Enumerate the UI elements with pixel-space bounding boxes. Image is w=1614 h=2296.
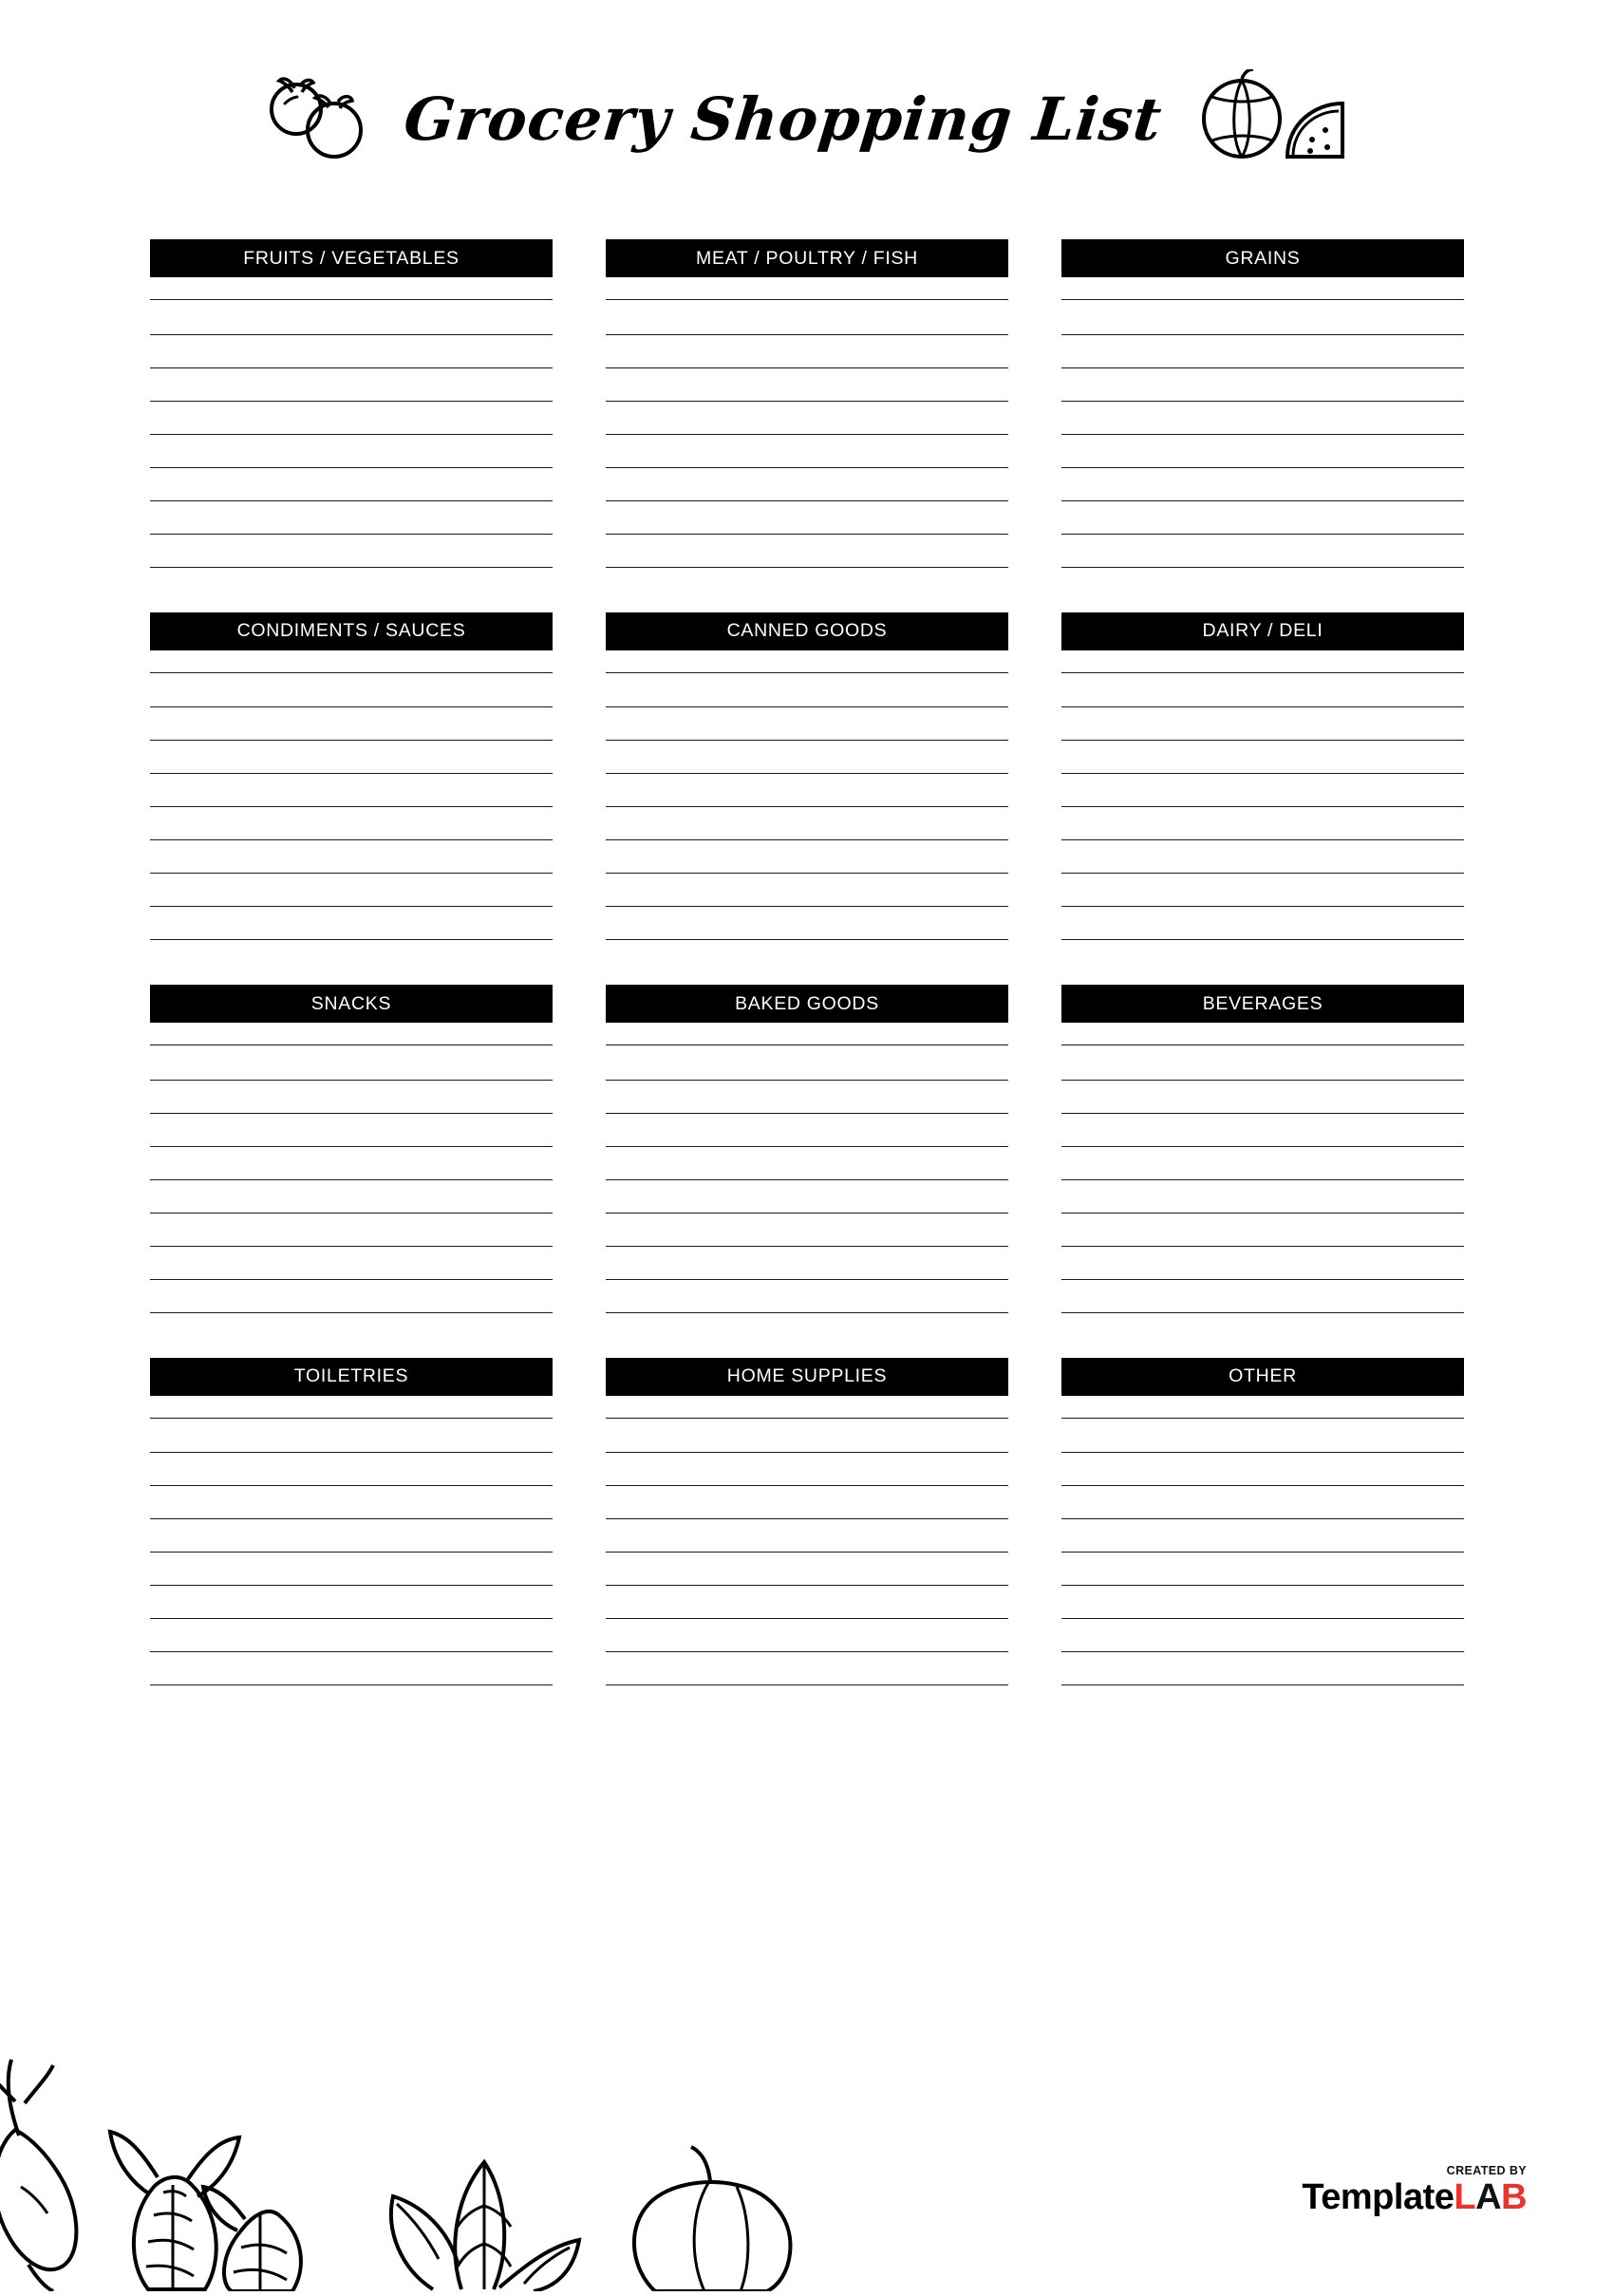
write-in-line[interactable] — [606, 335, 1008, 368]
write-in-line[interactable] — [606, 874, 1008, 907]
write-in-line[interactable] — [1061, 1180, 1464, 1214]
category-block — [1061, 1358, 1464, 1686]
write-in-line[interactable] — [1061, 335, 1464, 368]
category-header: FRUITS / VEGETABLES — [150, 239, 553, 277]
write-in-line[interactable] — [1061, 468, 1464, 501]
write-in-line[interactable] — [150, 299, 553, 335]
write-in-line[interactable] — [150, 707, 553, 741]
berries-icon — [256, 71, 380, 167]
brand-b-text: B — [1501, 2177, 1527, 2217]
write-in-line[interactable] — [606, 368, 1008, 402]
write-in-line[interactable] — [150, 335, 553, 368]
category-block — [606, 1358, 1008, 1686]
write-in-line[interactable] — [606, 1247, 1008, 1280]
category-block — [606, 612, 1008, 941]
write-in-line[interactable] — [150, 672, 553, 708]
category-block — [606, 985, 1008, 1313]
write-in-line[interactable] — [150, 1081, 553, 1114]
category-block — [606, 239, 1008, 568]
write-in-line[interactable] — [1061, 435, 1464, 468]
write-in-line[interactable] — [1061, 535, 1464, 568]
write-in-line[interactable] — [606, 1652, 1008, 1685]
write-in-line[interactable] — [1061, 1280, 1464, 1313]
write-in-line[interactable] — [150, 1147, 553, 1180]
write-in-line[interactable] — [150, 1180, 553, 1214]
write-in-line[interactable] — [1061, 874, 1464, 907]
category-header: DAIRY / DELI — [1061, 612, 1464, 650]
write-in-line[interactable] — [1061, 741, 1464, 774]
write-in-line[interactable] — [606, 672, 1008, 708]
write-in-lines[interactable] — [150, 1044, 553, 1313]
brand-l-text: L — [1454, 2177, 1476, 2217]
write-in-line[interactable] — [150, 368, 553, 402]
write-in-lines[interactable] — [150, 1418, 553, 1686]
write-in-line[interactable] — [606, 1418, 1008, 1454]
category-header: SNACKS — [150, 985, 553, 1023]
write-in-line[interactable] — [606, 907, 1008, 940]
vegetables-illustration — [0, 2044, 936, 2291]
write-in-line[interactable] — [606, 1180, 1008, 1214]
write-in-lines[interactable] — [606, 1044, 1008, 1313]
melon-slice-icon — [1187, 69, 1358, 169]
write-in-line[interactable] — [1061, 1418, 1464, 1454]
write-in-line[interactable] — [1061, 774, 1464, 807]
write-in-line[interactable] — [606, 1486, 1008, 1519]
page-header — [0, 57, 1614, 180]
write-in-line[interactable] — [606, 1114, 1008, 1147]
write-in-line[interactable] — [1061, 1586, 1464, 1619]
write-in-line[interactable] — [150, 1247, 553, 1280]
write-in-line[interactable] — [1061, 907, 1464, 940]
write-in-lines[interactable] — [606, 1418, 1008, 1686]
write-in-line[interactable] — [606, 1619, 1008, 1652]
write-in-lines[interactable] — [1061, 1418, 1464, 1686]
category-header: TOILETRIES — [150, 1358, 553, 1396]
category-header: GRAINS — [1061, 239, 1464, 277]
write-in-line[interactable] — [606, 1586, 1008, 1619]
write-in-line[interactable] — [150, 774, 553, 807]
category-block — [1061, 985, 1464, 1313]
write-in-line[interactable] — [150, 501, 553, 535]
category-block — [150, 239, 553, 568]
write-in-line[interactable] — [150, 1214, 553, 1247]
category-header: CONDIMENTS / SAUCES — [150, 612, 553, 650]
write-in-line[interactable] — [606, 1214, 1008, 1247]
write-in-line[interactable] — [150, 1280, 553, 1313]
write-in-line[interactable] — [1061, 672, 1464, 708]
write-in-line[interactable] — [1061, 1214, 1464, 1247]
write-in-line[interactable] — [150, 1586, 553, 1619]
write-in-line[interactable] — [606, 840, 1008, 874]
write-in-line[interactable] — [1061, 1147, 1464, 1180]
category-block — [150, 1358, 553, 1686]
write-in-line[interactable] — [150, 1652, 553, 1685]
write-in-line[interactable] — [1061, 1247, 1464, 1280]
write-in-line[interactable] — [1061, 1652, 1464, 1685]
category-grid — [150, 239, 1464, 1730]
write-in-line[interactable] — [606, 402, 1008, 435]
write-in-line[interactable] — [1061, 1114, 1464, 1147]
write-in-line[interactable] — [150, 1418, 553, 1454]
write-in-line[interactable] — [1061, 1044, 1464, 1081]
write-in-line[interactable] — [150, 1619, 553, 1652]
write-in-line[interactable] — [150, 840, 553, 874]
write-in-line[interactable] — [606, 1519, 1008, 1553]
brand-mark — [1302, 2165, 1527, 2216]
write-in-line[interactable] — [150, 741, 553, 774]
write-in-line[interactable] — [150, 468, 553, 501]
write-in-line[interactable] — [150, 907, 553, 940]
write-in-line[interactable] — [1061, 402, 1464, 435]
brand-a-text: A — [1475, 2177, 1502, 2217]
write-in-line[interactable] — [606, 1147, 1008, 1180]
category-header: HOME SUPPLIES — [606, 1358, 1008, 1396]
write-in-line[interactable] — [150, 1553, 553, 1586]
created-by-label: CREATED BY — [1446, 2163, 1527, 2177]
write-in-line[interactable] — [150, 1114, 553, 1147]
category-block — [150, 985, 553, 1313]
write-in-line[interactable] — [606, 1280, 1008, 1313]
write-in-line[interactable] — [606, 741, 1008, 774]
write-in-line[interactable] — [606, 299, 1008, 335]
write-in-line[interactable] — [606, 435, 1008, 468]
write-in-lines[interactable] — [1061, 672, 1464, 941]
write-in-line[interactable] — [1061, 1553, 1464, 1586]
write-in-line[interactable] — [1061, 299, 1464, 335]
write-in-line[interactable] — [606, 707, 1008, 741]
write-in-line[interactable] — [1061, 707, 1464, 741]
write-in-lines[interactable] — [150, 672, 553, 941]
write-in-line[interactable] — [150, 535, 553, 568]
write-in-line[interactable] — [606, 1081, 1008, 1114]
templatelab-logo — [1302, 2179, 1527, 2215]
write-in-line[interactable] — [1061, 807, 1464, 840]
write-in-line[interactable] — [1061, 1453, 1464, 1486]
category-header: BAKED GOODS — [606, 985, 1008, 1023]
category-block — [1061, 612, 1464, 941]
write-in-lines[interactable] — [1061, 1044, 1464, 1313]
category-header: CANNED GOODS — [606, 612, 1008, 650]
category-header: BEVERAGES — [1061, 985, 1464, 1023]
write-in-line[interactable] — [150, 807, 553, 840]
category-block — [150, 612, 553, 941]
write-in-lines[interactable] — [606, 299, 1008, 568]
write-in-line[interactable] — [606, 501, 1008, 535]
write-in-line[interactable] — [1061, 368, 1464, 402]
write-in-line[interactable] — [1061, 1519, 1464, 1553]
write-in-line[interactable] — [1061, 840, 1464, 874]
write-in-line[interactable] — [606, 774, 1008, 807]
write-in-line[interactable] — [150, 402, 553, 435]
write-in-line[interactable] — [1061, 1486, 1464, 1519]
page-title: Grocery Shopping List — [401, 84, 1166, 154]
write-in-line[interactable] — [606, 1453, 1008, 1486]
write-in-line[interactable] — [150, 435, 553, 468]
write-in-line[interactable] — [1061, 1619, 1464, 1652]
write-in-line[interactable] — [606, 535, 1008, 568]
write-in-line[interactable] — [150, 874, 553, 907]
category-block — [1061, 239, 1464, 568]
write-in-line[interactable] — [606, 1044, 1008, 1081]
write-in-lines[interactable] — [606, 672, 1008, 941]
write-in-lines[interactable] — [1061, 299, 1464, 568]
write-in-line[interactable] — [1061, 1081, 1464, 1114]
write-in-line[interactable] — [150, 1519, 553, 1553]
write-in-line[interactable] — [150, 1044, 553, 1081]
write-in-line[interactable] — [606, 1553, 1008, 1586]
brand-template-text: Template — [1302, 2177, 1454, 2217]
write-in-line[interactable] — [1061, 501, 1464, 535]
write-in-line[interactable] — [150, 1486, 553, 1519]
category-header: OTHER — [1061, 1358, 1464, 1396]
write-in-line[interactable] — [606, 807, 1008, 840]
write-in-lines[interactable] — [150, 299, 553, 568]
write-in-line[interactable] — [150, 1453, 553, 1486]
write-in-line[interactable] — [606, 468, 1008, 501]
category-header: MEAT / POULTRY / FISH — [606, 239, 1008, 277]
